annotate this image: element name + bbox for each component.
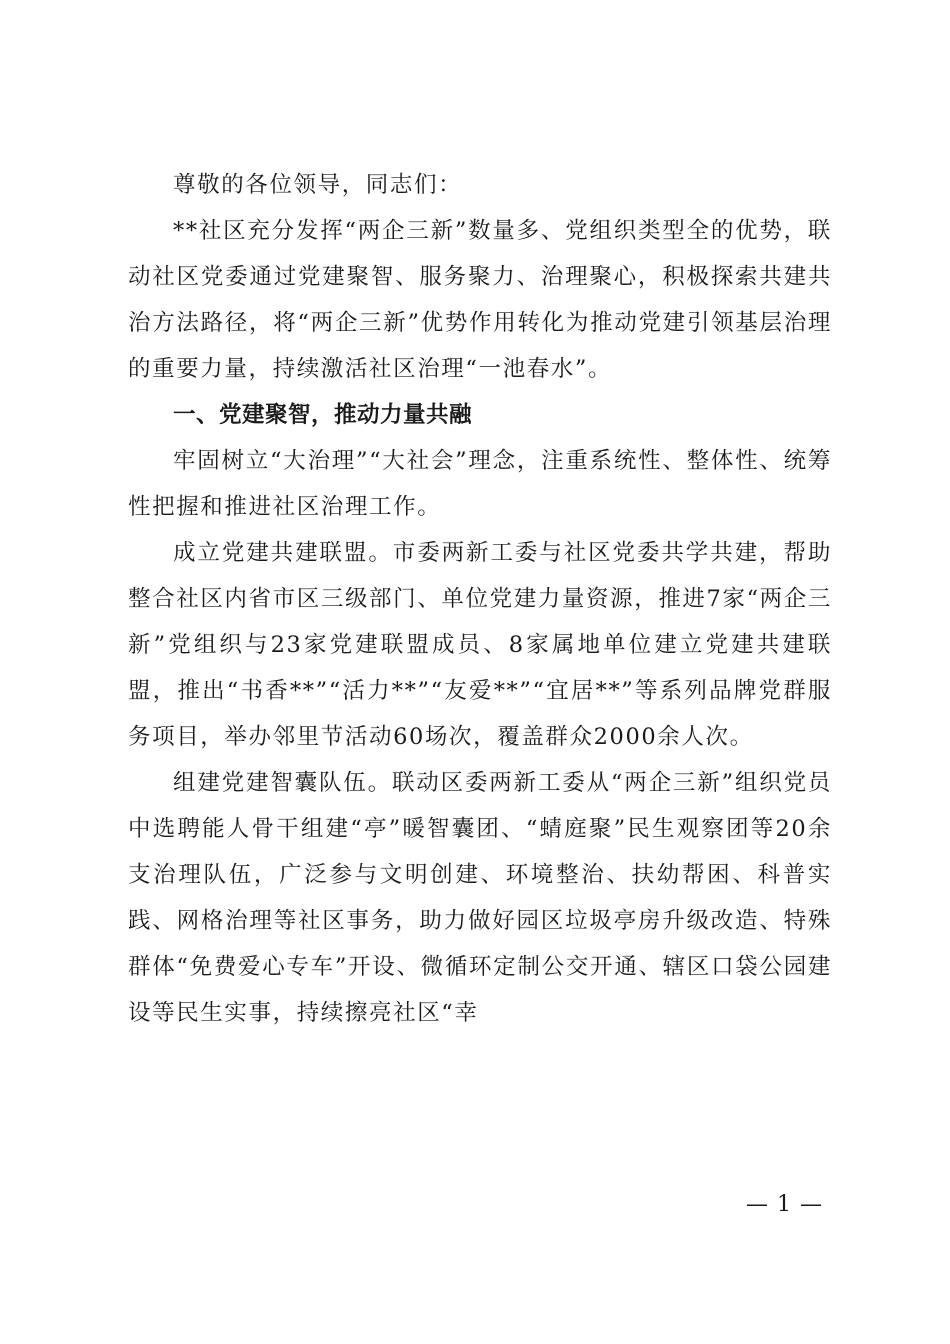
body-paragraph: 成立党建共建联盟。市委两新工委与社区党委共学共建，帮助整合社区内省市区三级部门、单位党建力量资源，推进7家“两企三新”党组织与23家党建联盟成员、8家属地单位建立党建共建联盟，推出“书香**”“活力**”“友爱**”“宜居**”等系列品牌党群服务项目，举办邻里节活动60场次，覆盖群众2000余人次。: [128, 540, 832, 750]
section-lead-paragraph: 牢固树立“大治理”“大社会”理念，注重系统性、整体性、统筹性把握和推进社区治理工作。: [128, 448, 832, 520]
page-number: — 1 —: [746, 1192, 823, 1217]
document-body: [128, 162, 832, 1036]
section-heading: 一、党建聚智，推动力量共融: [173, 402, 473, 428]
body-paragraph: 组建党建智囊队伍。联动区委两新工委从“两企三新”组织党员中选聘能人骨干组建“亭”暖智囊团、“蜻庭聚”民生观察团等20余支治理队伍，广泛参与文明创建、环境整治、扶幼帮困、科普实践、网格治理等社区事务，助力做好园区垃圾亭房升级改造、特殊群体“免费爱心专车”开设、微循环定制公交开通、辖区口袋公园建设等民生实事，持续擦亮社区“幸: [128, 770, 832, 1026]
intro-paragraph: **社区充分发挥“两企三新”数量多、党组织类型全的优势，联动社区党委通过党建聚智、服务聚力、治理聚心，积极探索共建共治方法路径，将“两企三新”优势作用转化为推动党建引领基层治理的重要力量，持续激活社区治理“一池春水”。: [128, 218, 832, 382]
salutation: 尊敬的各位领导，同志们：: [173, 172, 463, 198]
